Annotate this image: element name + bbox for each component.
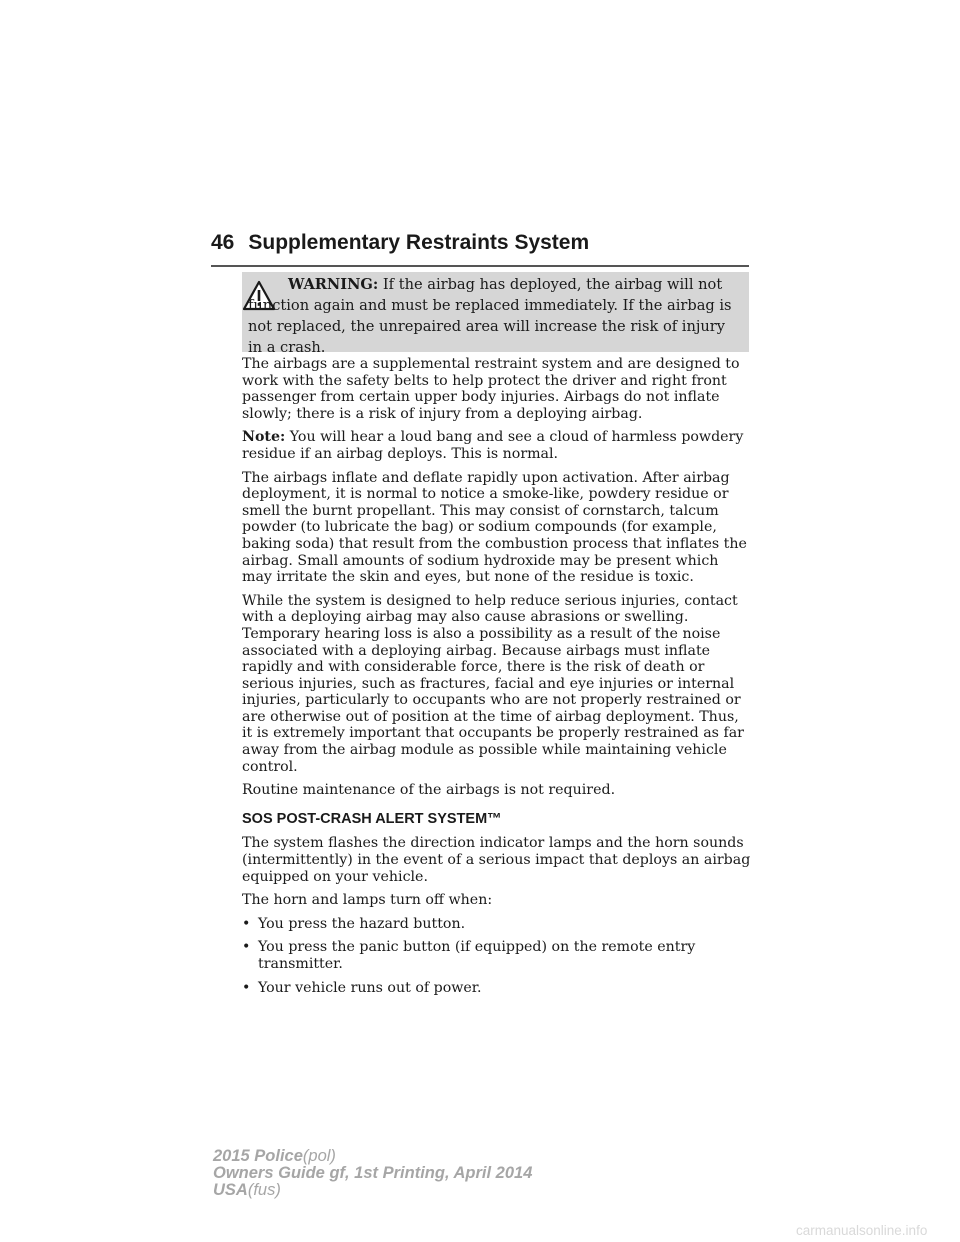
bullet-mark: • bbox=[242, 979, 251, 996]
bullet-mark: • bbox=[242, 939, 251, 956]
section-title: Supplementary Restraints System bbox=[248, 231, 590, 254]
paragraph-sos-description: The system flashes the direction indicator lamps and the horn sounds (intermittently) in the event of a serious impact that deploys an airbag equipped on your vehicle. bbox=[242, 835, 751, 885]
footer-market: USA bbox=[213, 1181, 248, 1199]
list-item bbox=[242, 980, 752, 997]
paragraph-maintenance: Routine maintenance of the airbags is not required. bbox=[242, 782, 616, 799]
list-item bbox=[242, 939, 752, 972]
bullet-mark: • bbox=[242, 915, 251, 932]
warning-text bbox=[248, 274, 742, 358]
list-item-text: Your vehicle runs out of power. bbox=[258, 979, 482, 996]
note-paragraph bbox=[242, 429, 752, 462]
page-footer bbox=[213, 1148, 532, 1199]
paragraph-turn-off-intro: The horn and lamps turn off when: bbox=[242, 892, 493, 909]
main-content bbox=[242, 356, 752, 1003]
footer-guide-info: Owners Guide gf, 1st Printing, April 2014 bbox=[213, 1164, 533, 1182]
footer-model-year: 2015 Police bbox=[213, 1147, 303, 1165]
paragraph-residue: The airbags inflate and deflate rapidly upon activation. After airbag deployment, it is normal to notice a smoke-like, powdery residue or smell the burnt propellant. This may consist of cornstarch, talcum powder (to lubricate the bag) or sodium compounds (for example, baking soda) that result from the combustion process that inflates the airbag. Small amounts of sodium hydroxide may be present which may irritate the skin and eyes, but none of the residue is toxic. bbox=[242, 469, 747, 586]
note-label: Note: bbox=[242, 429, 286, 446]
list-item bbox=[242, 916, 752, 933]
footer-line-market bbox=[213, 1182, 532, 1199]
paragraph-injury-risk: While the system is designed to help reduce serious injuries, contact with a deploying airbag may also cause abrasions or swelling. Temporary hearing loss is also a possibility as a result of the noise associated with a deploying airbag. Because airbags must inflate rapidly and with considerable force, there is the risk of death or serious injuries, such as fractures, facial and eye injuries or internal injuries, particularly to occupants who are not properly restrained or are otherwise out of position at the time of airbag deployment. Thus, it is extremely important that occupants be properly restrained as far away from the airbag module as possible while maintaining vehicle control. bbox=[242, 592, 744, 775]
footer-line-model bbox=[213, 1148, 532, 1165]
note-text: You will hear a loud bang and see a cloud of harmless powdery residue if an airbag deploys. This is normal. bbox=[242, 429, 744, 462]
page-header bbox=[211, 231, 749, 267]
list-item-text: You press the panic button (if equipped) on the remote entry transmitter. bbox=[258, 939, 696, 972]
list-item-text: You press the hazard button. bbox=[258, 915, 466, 932]
watermark: carmanualsonline.info bbox=[796, 1223, 928, 1238]
page-number: 46 bbox=[211, 231, 235, 254]
warning-label: WARNING: bbox=[288, 276, 379, 293]
footer-market-code: (fus) bbox=[247, 1181, 281, 1199]
footer-line-guide bbox=[213, 1165, 532, 1182]
sos-subheading: SOS POST-CRASH ALERT SYSTEM™ bbox=[242, 810, 502, 827]
warning-message: If the airbag has deployed, the airbag will not function again and must be replaced immediately. If the airbag is not replaced, the unrepaired area will increase the risk of injury in a crash. bbox=[248, 276, 732, 356]
paragraph-airbags-overview: The airbags are a supplemental restraint system and are designed to work with the safety belts to help protect the driver and right front passenger from certain upper body injuries. Airbags do not inflate slowly; there is a risk of injury from a deploying airbag. bbox=[242, 356, 740, 422]
turn-off-list bbox=[242, 916, 752, 996]
footer-model-code: (pol) bbox=[302, 1147, 336, 1165]
